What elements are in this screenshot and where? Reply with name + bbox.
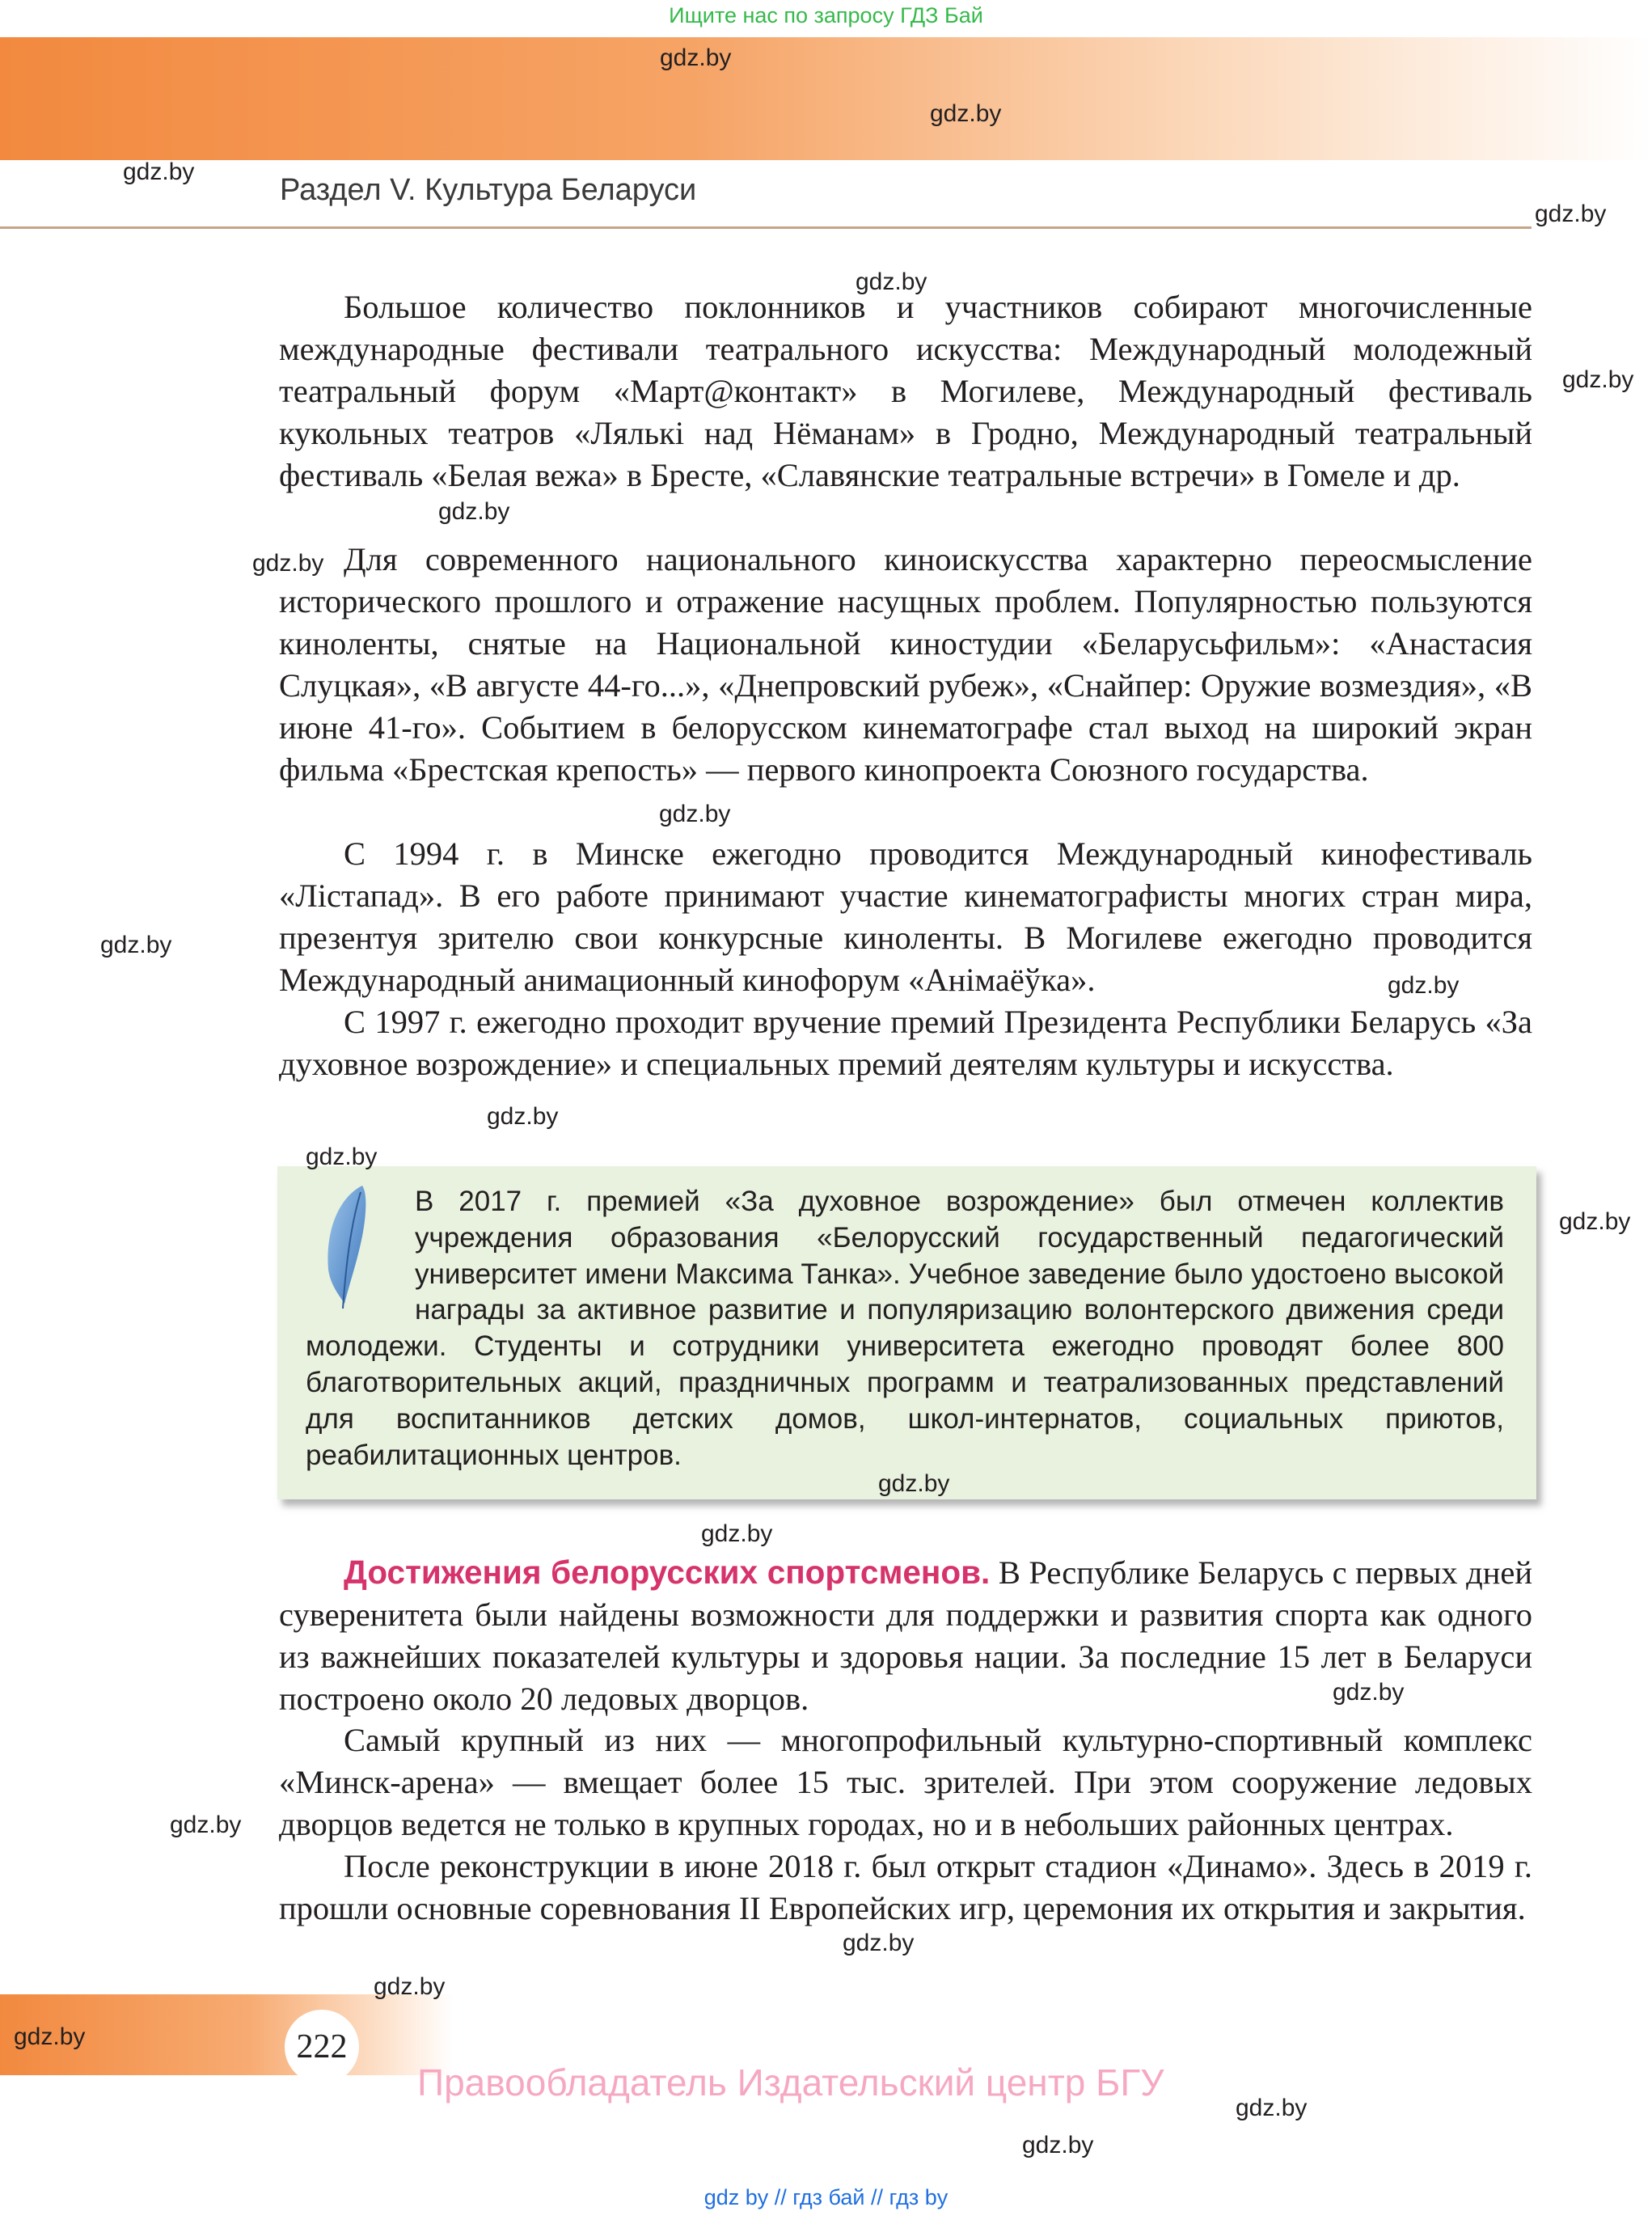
sport-paragraph-text: В Республике Беларусь с первых дней суверенитета были найдены возможности для поддержки и развития спорта как одного из важнейших показателей культуры и здоровья нации. За последние 15 лет в Беларуси построено около 20 ледовых дворцов.: [279, 1554, 1533, 1717]
paragraph-president-awards: С 1997 г. ежегодно проходит вручение премий Президента Республики Беларусь «За духовное возрождение» и специальных премий деятелям культуры и искусства.: [279, 1004, 1532, 1082]
watermark: gdz.by: [1559, 1208, 1631, 1235]
info-box-text: [306, 1184, 1504, 1474]
watermark: gdz.by: [306, 1144, 378, 1170]
info-box-content: В 2017 г. премией «За духовное возрождение» был отмечен коллектив учреждения образования «Белорусский государственный педагогический университет имени Максима Танка». Учебное заведение было удостоено высокой награды за активное развитие и популяризацию волонтерского движения среди молодежи. Студенты и сотрудники университета ежегодно проводят более 800 благотворительных акций, праздничных программ и театрализованных представлений для воспитанников детских домов, школ-интернатов, социальных приютов, реабилитационных центров.: [306, 1186, 1504, 1471]
top-banner: [0, 37, 1652, 160]
header-divider: [0, 226, 1532, 229]
watermark: gdz.by: [930, 100, 1002, 127]
paragraph-listapad: С 1994 г. в Минске ежегодно проводится Международный кинофестиваль «Лістапад». В его работе принимают участие кинематографисты многих стран мира, презентуя зрителю свои конкурсные киноленты. В Могилеве ежегодно проводится Международный анимационный кинофорум «Анімаёўка».: [279, 835, 1532, 998]
watermark: gdz.by: [1535, 201, 1607, 227]
page-number: 222: [285, 2010, 359, 2084]
watermark: gdz.by: [374, 1973, 446, 2000]
watermark: gdz.by: [1333, 1679, 1405, 1706]
watermark: gdz.by: [14, 2023, 86, 2050]
top-search-link[interactable]: Ищите нас по запросу ГДЗ Бай: [669, 3, 983, 27]
watermark: gdz.by: [1022, 2132, 1094, 2158]
paragraph-minsk-arena: Самый крупный из них — многопрофильный культурно-спортивный комплекс «Минск-арена» — вмещает более 15 тыс. зрителей. При этом сооружение ледовых дворцов ведется не только в крупных городах, но и в небольших районных центрах.: [279, 1722, 1532, 1842]
paragraph-theatre-festivals: Большое количество поклонников и участников собирают многочисленные международные фестивали театрального искусства: Международный молодежный театральный форум «Март@контакт» в Могилеве, Международный фестиваль кукольных театров «Лялькі над Нёманам» в Гродно, Международный театральный фестиваль «Белая вежа» в Бресте, «Славянские театральные встречи» в Гомеле и др.: [279, 289, 1532, 493]
watermark: gdz.by: [659, 801, 731, 827]
section-title: Раздел V. Культура Беларуси: [280, 173, 697, 207]
sport-heading: Достижения белорусских спортсменов.: [344, 1554, 991, 1591]
watermark: gdz.by: [701, 1520, 773, 1547]
watermark: gdz.by: [438, 498, 510, 525]
watermark: gdz.by: [856, 268, 927, 295]
watermark: gdz.by: [100, 932, 172, 958]
watermark: gdz.by: [660, 44, 732, 71]
watermark: gdz.by: [1388, 972, 1460, 999]
paragraph-dinamo: После реконструкции в июне 2018 г. был открыт стадион «Динамо». Здесь в 2019 г. прошли основные соревнования II Европейских игр, церемония их открытия и закрытия.: [279, 1848, 1532, 1926]
watermark: gdz.by: [123, 159, 195, 185]
watermark: gdz.by: [1562, 366, 1634, 393]
watermark: gdz.by: [170, 1812, 242, 1838]
watermark: gdz.by: [487, 1103, 559, 1130]
watermark: gdz.by: [843, 1930, 915, 1956]
watermark: gdz.by: [878, 1470, 950, 1497]
bottom-search-links[interactable]: gdz by // гдз бай // гдз by: [703, 2185, 949, 2209]
rights-holder: Правообладатель Издательский центр БГУ: [417, 2061, 1164, 2103]
watermark: gdz.by: [252, 550, 324, 577]
paragraph-cinema: Для современного национального киноискусства характерно переосмысление исторического прошлого и отражение насущных проблем. Популярностью пользуются киноленты, снятые на Национальной киностудии «Беларусьфильм»: «Анастасия Слуцкая», «В августе 44-го...», «Днепровский рубеж», «Снайпер: Оружие возмездия», «В июне 41-го». Событием в белорусском кинематографе стал выход на широкий экран фильма «Брестская крепость» — первого кинопроекта Союзного государства.: [279, 541, 1532, 788]
watermark: gdz.by: [1236, 2095, 1308, 2121]
